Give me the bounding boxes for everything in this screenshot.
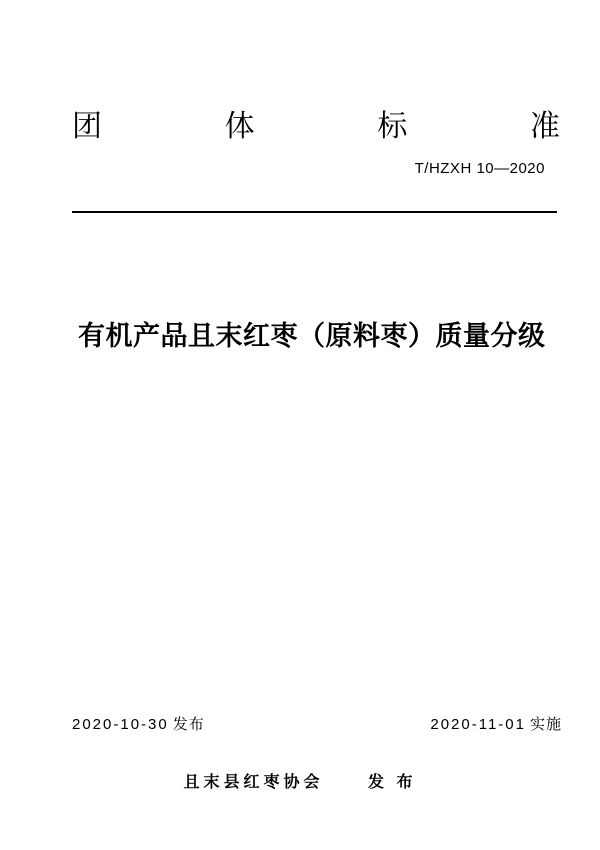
doc-type-char: 标 xyxy=(377,110,408,143)
standard-number: T/HZXH 10—2020 xyxy=(414,160,545,177)
implementation-label: 实施 xyxy=(529,716,562,733)
release-date-line xyxy=(72,716,205,734)
publish-action-label: 发 布 xyxy=(368,774,417,791)
implementation-date: 2020-11-01 xyxy=(430,716,526,733)
publisher-name: 且末县红枣协会 xyxy=(183,774,324,791)
release-date: 2020-10-30 xyxy=(72,716,169,733)
implementation-date-line xyxy=(430,716,562,734)
doc-type-char: 团 xyxy=(72,110,102,143)
publisher-line xyxy=(0,773,600,792)
doc-type-char: 准 xyxy=(529,110,560,143)
dates-row xyxy=(72,716,562,734)
document-title: 有机产品且末红枣（原料枣）质量分级 xyxy=(78,321,546,351)
header-divider-line xyxy=(72,211,557,213)
doc-type-char: 体 xyxy=(224,110,255,143)
release-label: 发布 xyxy=(172,716,205,733)
doc-type-title xyxy=(72,112,560,142)
